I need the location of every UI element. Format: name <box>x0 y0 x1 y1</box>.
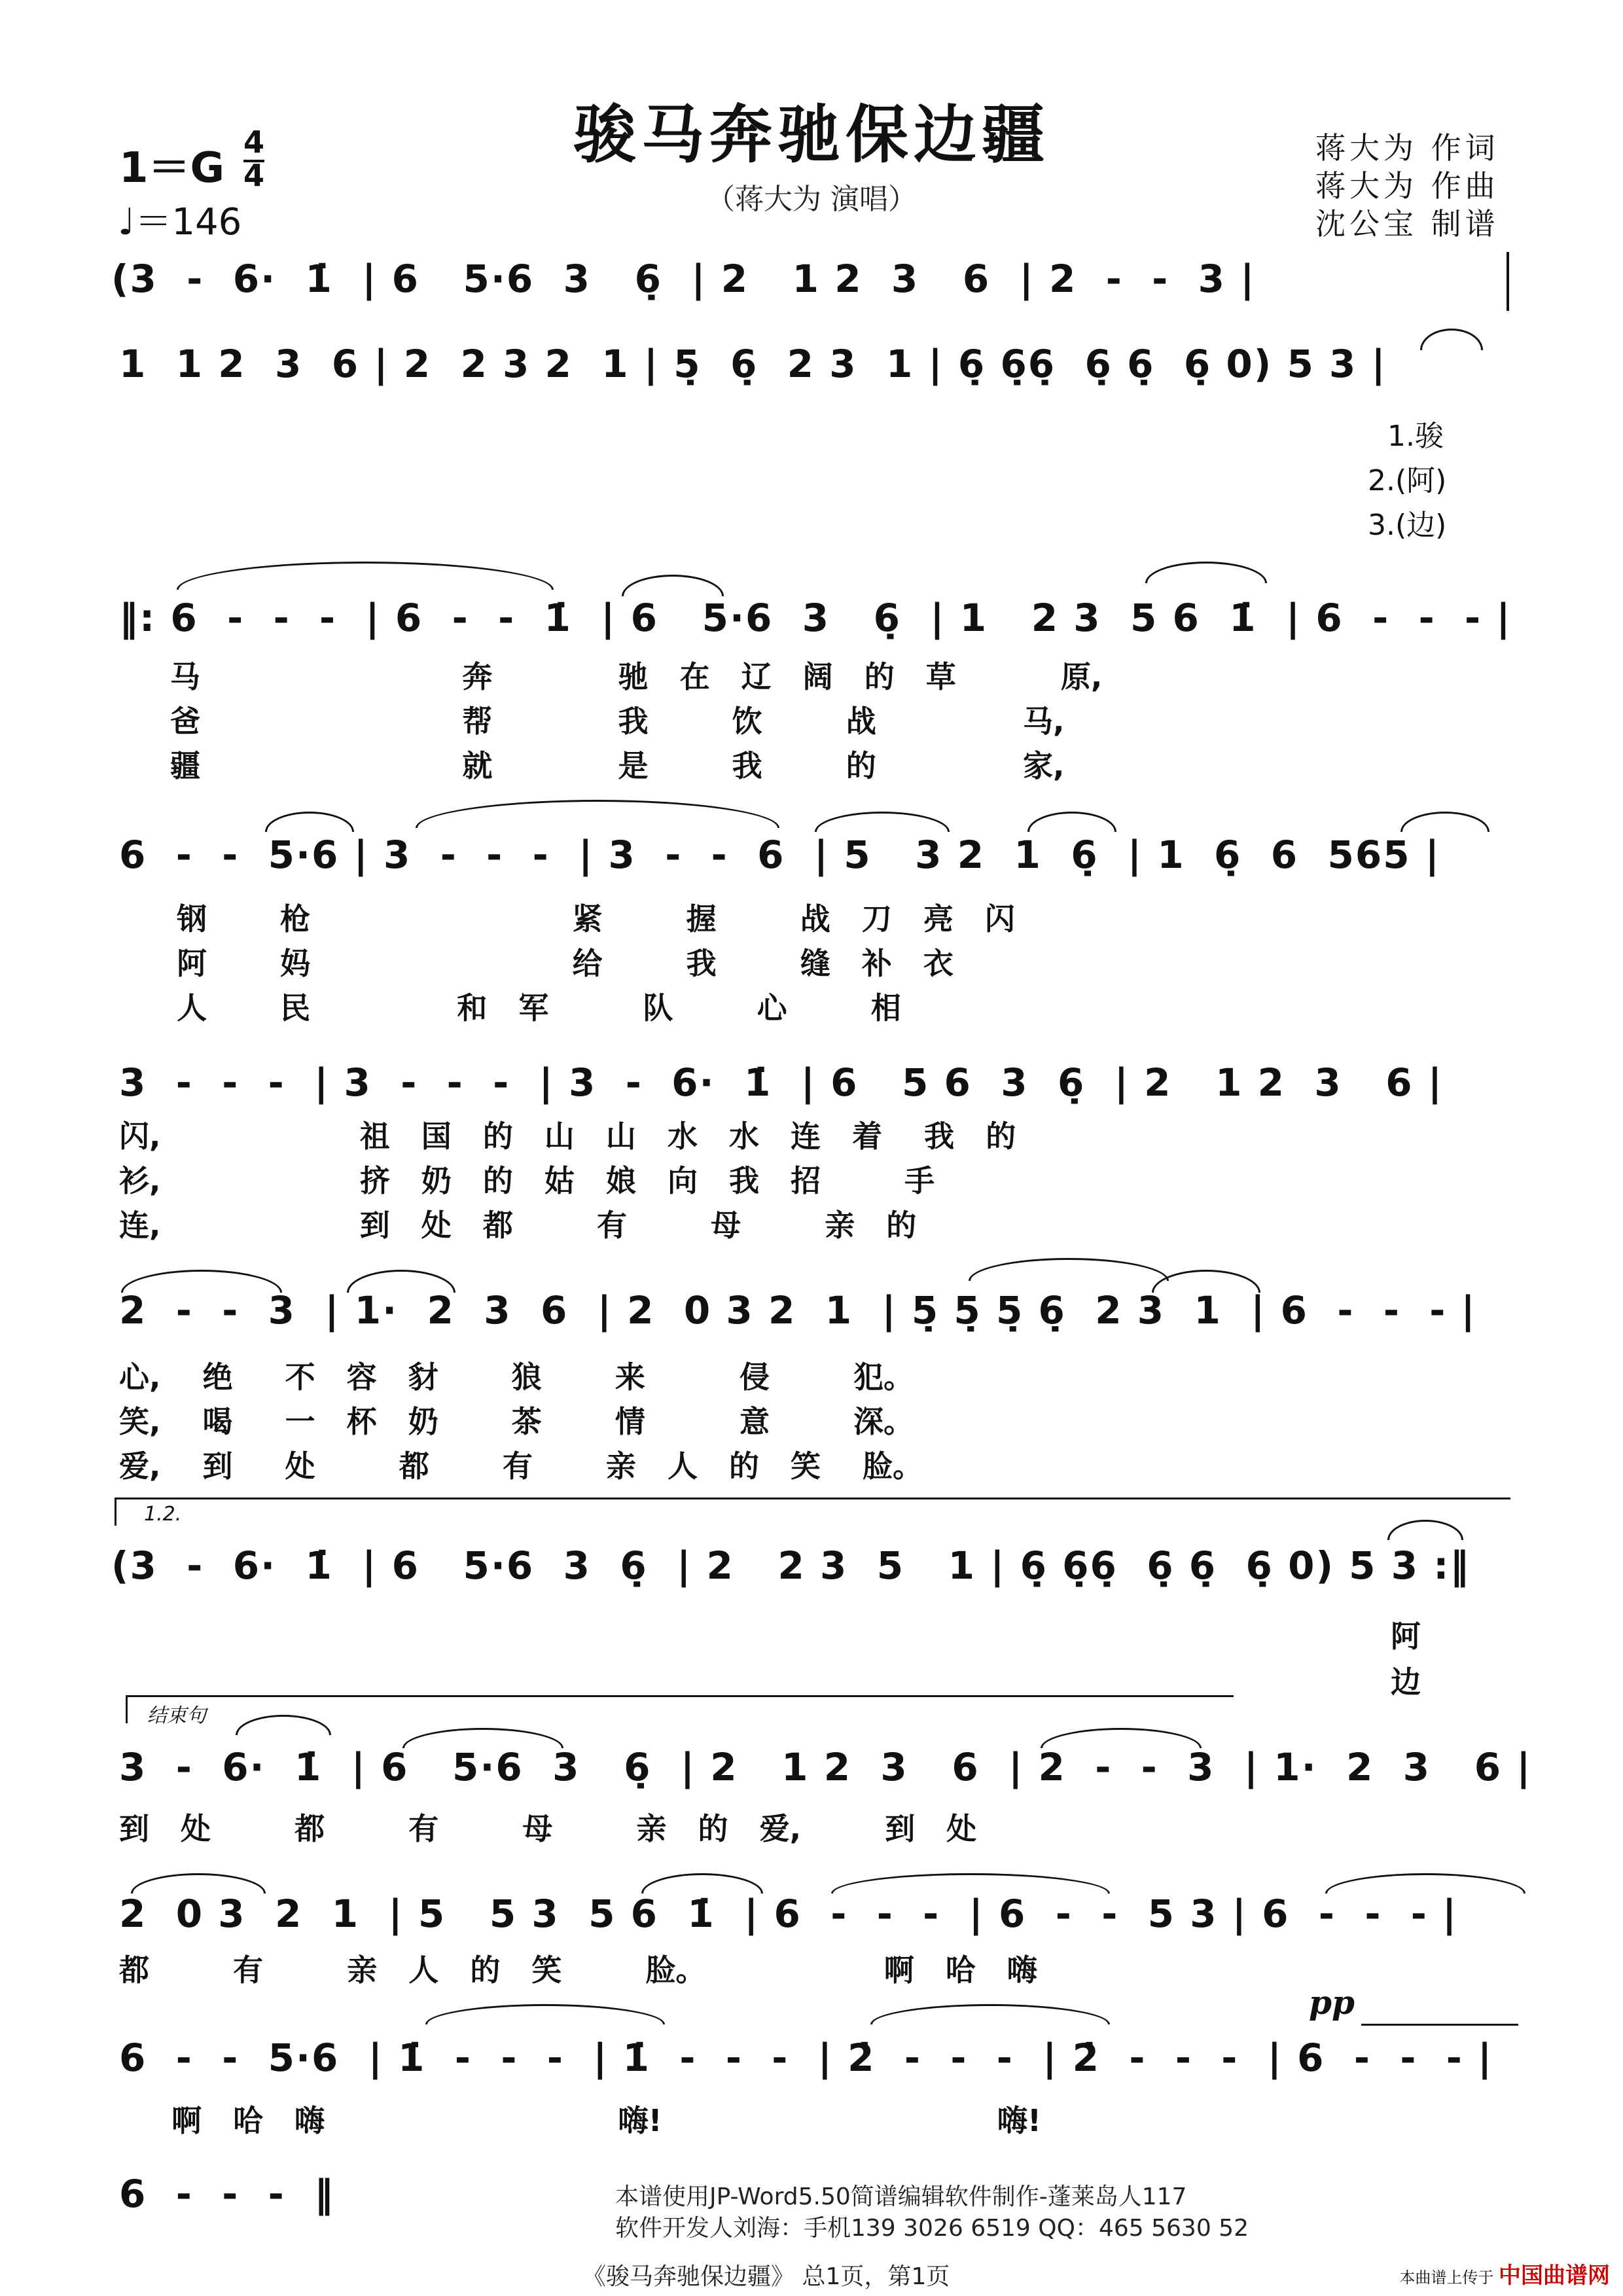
notation-system-3: ‖: 6 - - - | 6 - - 1̇ | 6 5·6 3 6̣ | 1 2 3 5 6 1̇ | 6 - - - | <box>119 596 1512 640</box>
software-note-line-1: 本谱使用JP-Word5.50简谱编辑软件制作-蓬莱岛人117 <box>615 2183 1187 2210</box>
verse-start-2: 2.(阿) <box>1368 464 1447 497</box>
lyrics-coda-2: 都 有 亲 人 的 笑 脸。 啊 哈 嗨 <box>119 1952 1037 1988</box>
notation-system-6: 2 - - 3 | 1· 2 3 6 | 2 0 3 2 1 | 5̣ 5̣ 5̣ 6̣ 2 3 1 | 6 - - - | <box>119 1288 1476 1333</box>
page-info: 《骏马奔驰保边疆》 总1页，第1页 <box>582 2263 950 2290</box>
lyrics-verse-2: 衫, 挤 奶 的 姑 娘 向 我 招 手 <box>119 1163 935 1198</box>
transcriber-credit: 沈公宝 制谱 <box>1315 206 1499 242</box>
notation-system-2: 1 1 2 3 6 | 2 2 3 2 1 | 5̣ 6̣ 2 3 1 | 6̣ 6̣6̣ 6̣ 6̣ 6̣ 0) 5 3 | <box>119 342 1387 386</box>
lyrics-verse-3: 连, 到 处 都 有 母 亲 的 <box>119 1208 917 1243</box>
software-note-line-2: 软件开发人刘海：手机139 3026 6519 QQ：465 5630 52 <box>615 2215 1249 2242</box>
lyrics-verse-3: 疆 就 是 我 的 家, <box>170 748 1065 783</box>
verse-start-3: 3.(边) <box>1368 509 1447 542</box>
lyrics-verse-1: 马 奔 驰 在 辽 阔 的 草 原, <box>170 659 1103 694</box>
performer-subtitle: （蒋大为 演唱） <box>706 183 917 216</box>
slur <box>1027 812 1116 832</box>
volta-label: 1.2. <box>144 1503 182 1526</box>
lyrics-verse-2: 阿 妈 给 我 缝 补 衣 <box>124 946 954 981</box>
key-signature: 1＝G <box>119 144 225 192</box>
page-title: 骏马奔驰保边疆 <box>573 98 1050 171</box>
lyrics-coda-3: 啊 哈 嗨 嗨! 嗨! <box>119 2103 1041 2138</box>
tempo-marking: ♩＝146 <box>118 201 242 243</box>
verse-start-1: 1.骏 <box>1387 420 1444 453</box>
lyrics-verse-3: 爱, 到 处 都 有 亲 人 的 笑 脸。 <box>119 1448 923 1484</box>
slur <box>1145 562 1267 583</box>
notation-system-8: 3 - 6· 1̇ | 6 5·6 3 6̣ | 2 1 2 3 6 | 2 - - 3 | 1· 2 3 6 | <box>119 1745 1532 1789</box>
slur <box>1400 812 1489 832</box>
site-watermark <box>1399 2257 1610 2289</box>
tie-slur <box>1325 1873 1525 1893</box>
lyricist-credit: 蒋大为 作词 <box>1315 130 1499 166</box>
tie-slur <box>177 562 554 590</box>
time-signature-bottom: 4 <box>243 158 265 193</box>
notation-system-5: 3 - - - | 3 - - - | 3 - 6· 1̇ | 6 5 6 3 6̣ | 2 1 2 3 6 | <box>119 1060 1444 1105</box>
dynamic-extension-line <box>1361 2024 1518 2026</box>
slur <box>265 812 354 832</box>
slur <box>622 575 724 596</box>
lyric-ending-2: 边 <box>1391 1664 1421 1700</box>
time-signature-top: 4 <box>243 124 265 160</box>
slur <box>969 1258 1169 1281</box>
dynamic-marking: pp <box>1309 1983 1355 2022</box>
slur <box>641 1873 763 1893</box>
composer-credit: 蒋大为 作曲 <box>1315 168 1499 204</box>
lyrics-verse-2: 爸 帮 我 饮 战 马, <box>170 704 1065 739</box>
notation-system-4: 6 - - 5·6 | 3 - - - | 3 - - 6 | 5 3 2 1 6̣ | 1 6̣ 6 565 | <box>119 833 1440 877</box>
tie-slur <box>870 2004 1110 2024</box>
lyrics-verse-1: 心, 绝 不 容 豺 狼 来 侵 犯。 <box>119 1359 914 1395</box>
lyrics-verse-3: 人 民 和 军 队 心 相 <box>124 990 901 1026</box>
watermark-site: 中国曲谱网 <box>1499 2263 1610 2289</box>
notation-system-7: (3 - 6· 1̇ | 6 5·6 3 6̣ | 2 2 3 5 1 | 6̣ 6̣6̣ 6̣ 6̣ 6̣ 0) 5 3 :‖ <box>111 1543 1471 1588</box>
barline <box>1507 252 1509 311</box>
notation-system-11: 6 - - - ‖ <box>119 2172 335 2216</box>
lyrics-coda-1: 到 处 都 有 母 亲 的 爱, 到 处 <box>119 1811 977 1846</box>
notation-system-10: 6 - - 5·6 | 1̇ - - - | 1̇ - - - | 2̇ - - - | 2̇ - - - | 6 - - - | <box>119 2036 1493 2080</box>
lyrics-verse-1: 钢 枪 紧 握 战 刀 亮 闪 <box>124 901 1015 937</box>
lyric-ending-1: 阿 <box>1391 1619 1421 1654</box>
lyrics-verse-1: 闪, 祖 国 的 山 山 水 水 连 着 我 的 <box>119 1119 1016 1154</box>
tie-slur <box>425 2004 665 2024</box>
slur <box>1420 329 1483 350</box>
volta-bracket <box>115 1498 1510 1526</box>
notation-system-9: 2 0 3 2 1 | 5 5 3 5 6 1̇ | 6 - - - | 6 - - 5 3 | 6 - - - | <box>119 1892 1458 1936</box>
slur <box>815 812 950 832</box>
slur <box>131 1873 266 1893</box>
watermark-prefix: 本曲谱上传于 <box>1399 2269 1494 2287</box>
lyrics-verse-2: 笑, 喝 一 杯 奶 茶 情 意 深。 <box>119 1404 914 1439</box>
notation-system-1: (3 - 6· 1̇ | 6 5·6 3 6̣ | 2 1 2 3 6 | 2 - - 3 | <box>111 257 1256 301</box>
tie-slur <box>416 800 779 828</box>
tie-slur <box>831 1873 1110 1893</box>
coda-label: 结束句 <box>147 1704 206 1727</box>
